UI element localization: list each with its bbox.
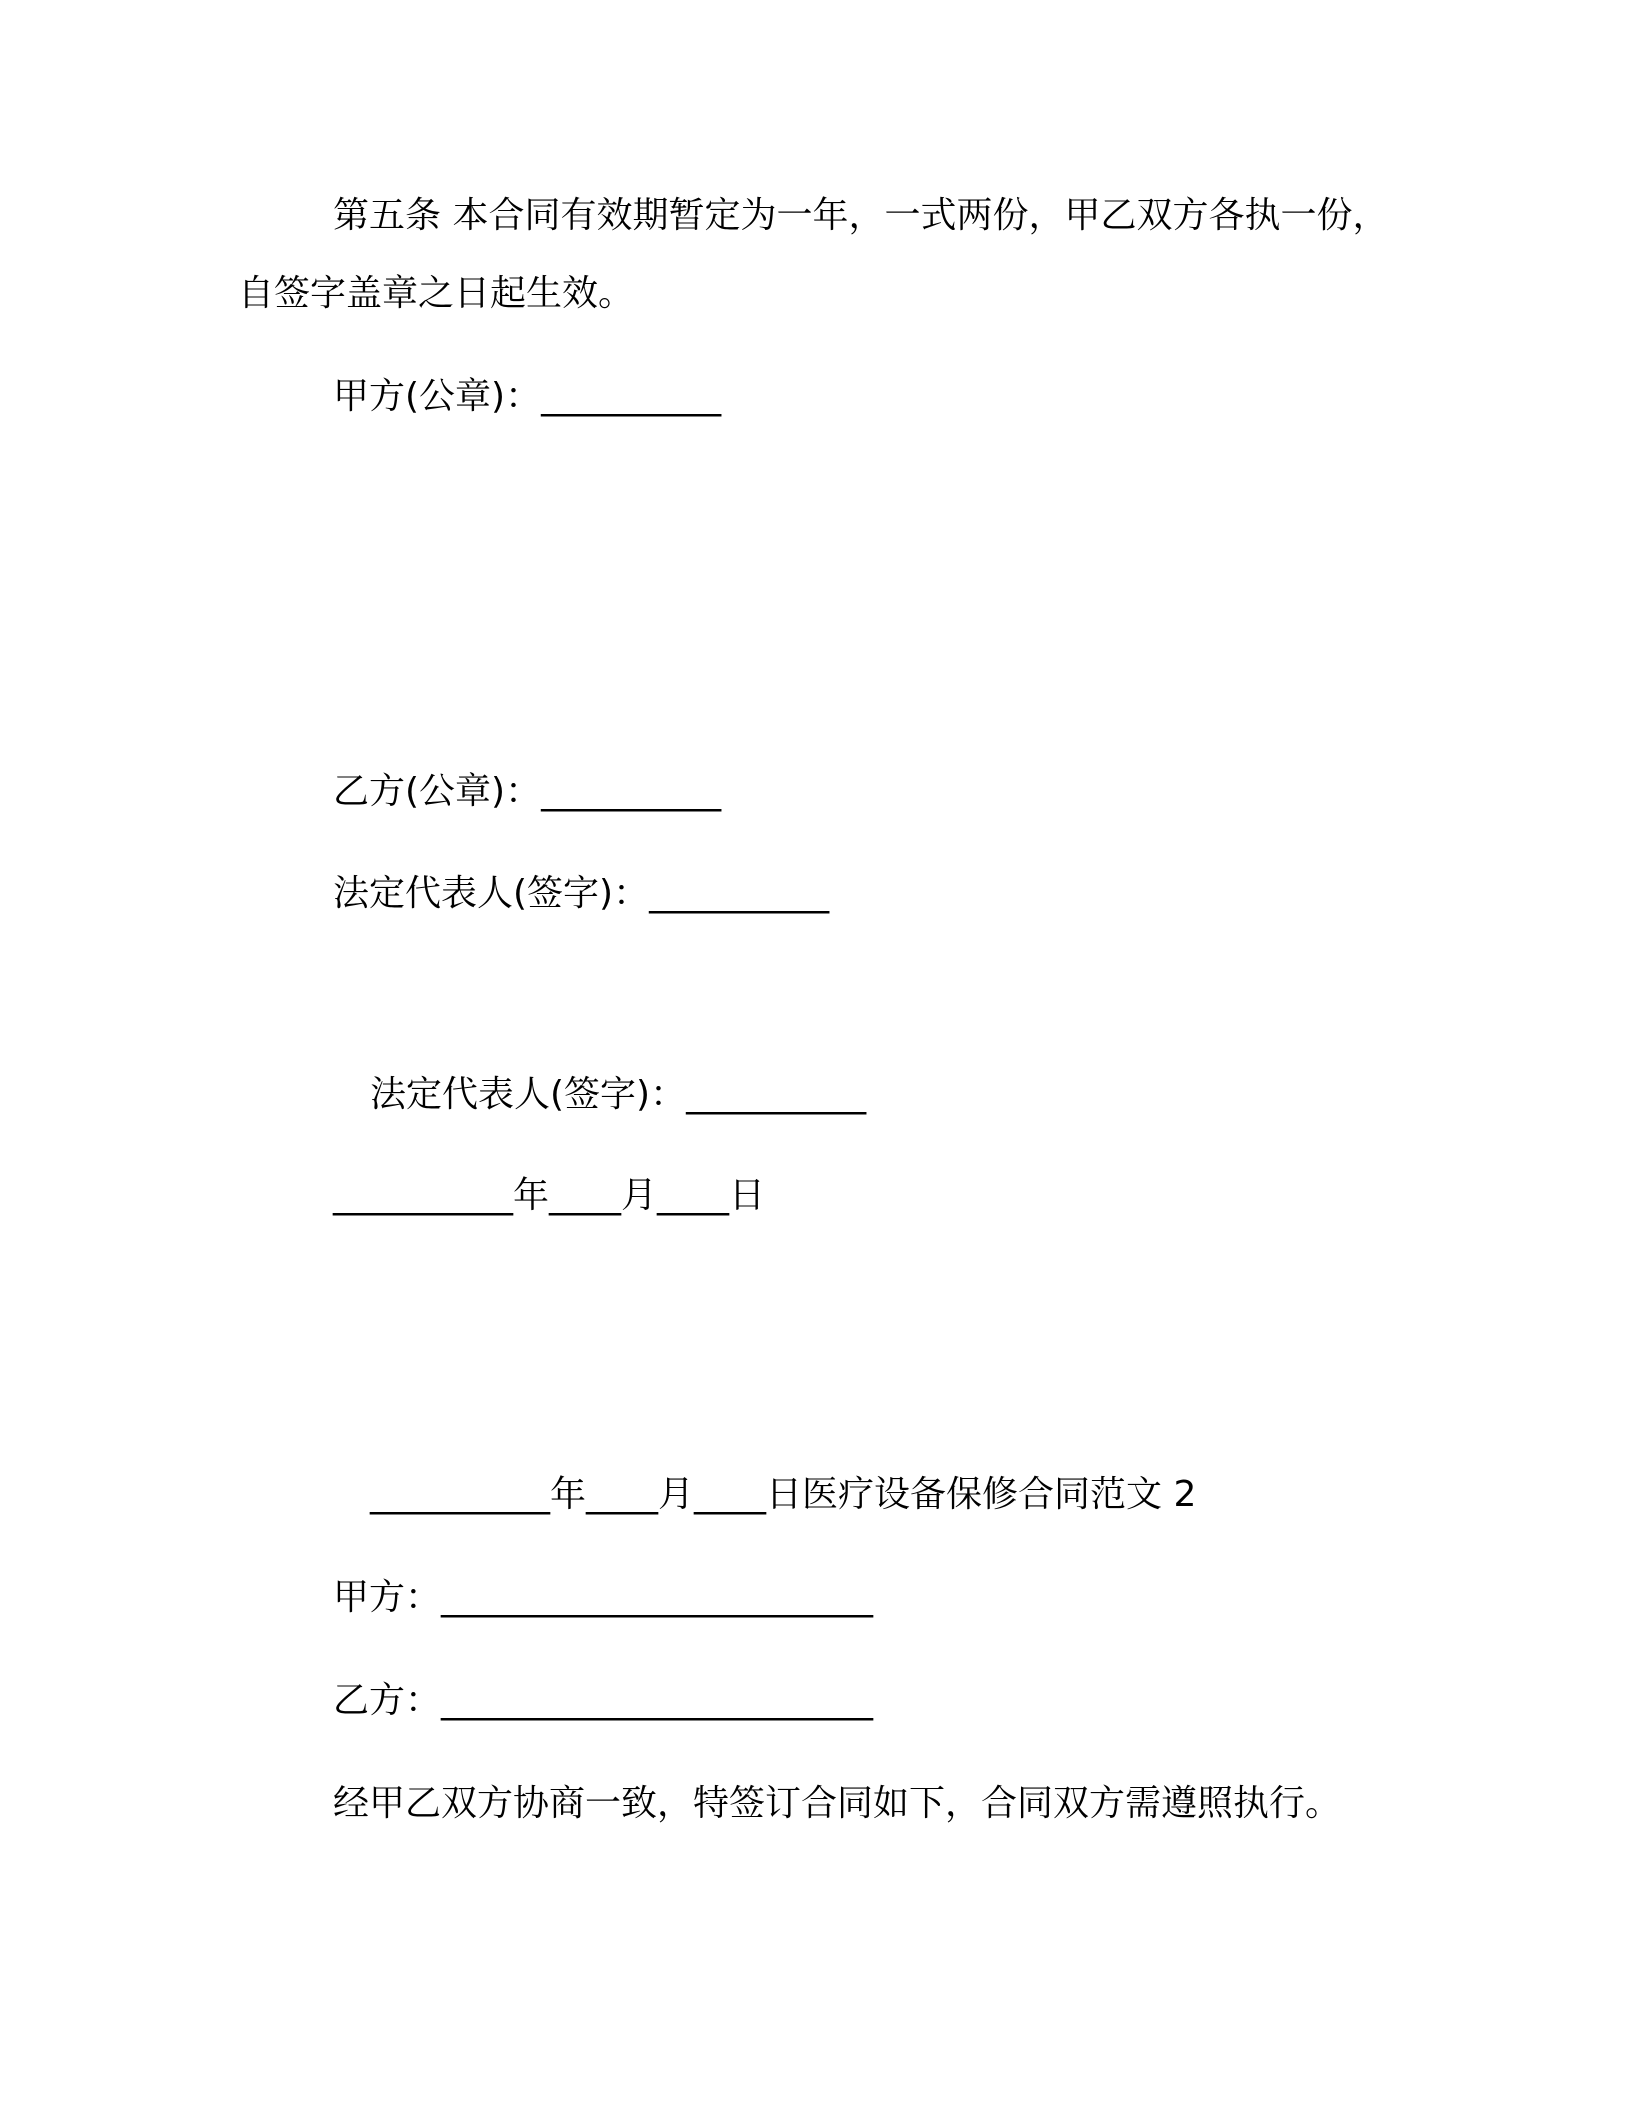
party-a-seal-field: 甲方(公章)：__________ [333,376,722,417]
article-5-text-line-2: 自签字盖章之日起生效。 [238,273,635,314]
agreement-statement: 经甲乙双方协商一致，特签订合同如下，合同双方需遵照执行。 [333,1783,1342,1824]
party-b-seal-field: 乙方(公章)：__________ [333,771,722,812]
article-5-text-line-1: 第五条 本合同有效期暂定为一年，一式两份，甲乙双方各执一份， [333,195,1389,236]
party-b-name-field: 乙方：________________________ [333,1680,874,1721]
contract-title-line: __________年____月____日医疗设备保修合同范文 2 [370,1474,1197,1515]
legal-representative-signature-field-1: 法定代表人(签字)：__________ [333,873,830,914]
party-a-name-field: 甲方：________________________ [333,1577,874,1618]
legal-representative-signature-field-2: 法定代表人(签字)：__________ [370,1074,867,1115]
signing-date-field: __________年____月____日 [333,1175,765,1216]
